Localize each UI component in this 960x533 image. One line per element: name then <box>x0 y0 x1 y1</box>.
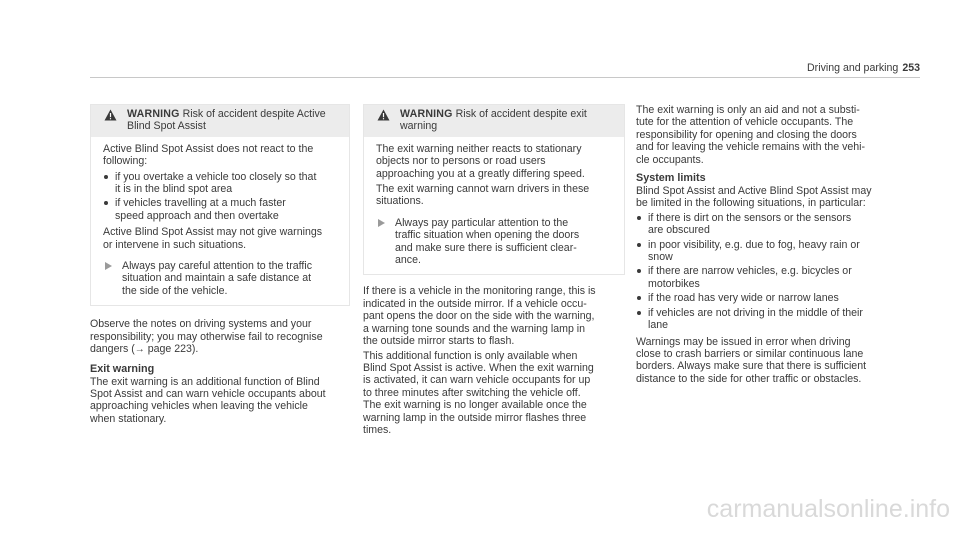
text-line: Warnings may be issued in error when driving <box>636 335 851 348</box>
running-head <box>807 62 920 74</box>
warning-body <box>364 137 624 275</box>
list-item <box>636 307 898 332</box>
text-line: The exit warning cannot warn drivers in these <box>376 183 590 196</box>
list-item <box>636 265 898 290</box>
list-item <box>636 239 898 264</box>
observe-paragraph <box>90 318 350 356</box>
exit-warning-heading: Exit warning <box>90 362 155 375</box>
column-right <box>636 104 898 387</box>
text-line: in poor visibility, e.g. due to fog, heavy rain or <box>648 238 860 251</box>
text-line: responsibility for opening and closing the doors <box>636 128 857 141</box>
warning-header <box>364 105 624 137</box>
action-arrow-icon <box>378 219 385 227</box>
text-line: cle occupants. <box>636 153 704 166</box>
header-rule <box>90 77 920 78</box>
text-line: or intervene in such situations. <box>103 238 247 251</box>
error-warning-paragraph <box>636 336 898 386</box>
text-line: if vehicles are not driving in the middle of their <box>648 306 863 319</box>
text-line: objects nor to persons or road users <box>376 155 546 168</box>
limits-intro <box>636 185 898 210</box>
text-line: to three minutes after switching the vehicle off. <box>363 386 581 399</box>
page-number: 253 <box>902 62 920 74</box>
text-line: Blind Spot Assist is active. When the exit warning <box>363 361 594 374</box>
text-line: it is in the blind spot area <box>115 183 233 196</box>
text-line: following: <box>103 155 148 168</box>
text-line: situation and maintain a safe distance at <box>122 272 312 285</box>
warning-title-cont: Blind Spot Assist <box>127 120 206 133</box>
list-item <box>103 197 337 222</box>
warning-triangle-icon <box>104 109 117 124</box>
column-left <box>90 104 350 427</box>
warning-action <box>376 217 612 267</box>
text-line: if there is dirt on the sensors or the sensors <box>648 211 852 224</box>
text-line: pant opens the door on the side with the warning, <box>363 310 595 323</box>
monitoring-paragraph <box>363 285 625 347</box>
text-line: if there are narrow vehicles, e.g. bicycles or <box>648 265 852 278</box>
text-line: borders. Always make sure that there is sufficient <box>636 360 867 373</box>
warning-paragraph <box>376 143 612 180</box>
warning-header <box>91 105 349 137</box>
column-middle <box>363 104 625 438</box>
text-line: Blind Spot Assist and Active Blind Spot Assist may <box>636 185 872 198</box>
aid-paragraph <box>636 104 898 166</box>
text-line: The exit warning is only an aid and not a substi- <box>636 104 860 116</box>
text-line: Active Blind Spot Assist does not react to the <box>103 142 314 155</box>
warning-label: WARNING <box>127 108 180 120</box>
text-line: and make sure there is sufficient clear- <box>395 241 577 254</box>
warning-title-cont: warning <box>400 120 438 133</box>
text-line: be limited in the following situations, in particular: <box>636 197 866 210</box>
exit-warning-paragraph <box>90 376 350 426</box>
text-line: approaching you at a greatly differing speed. <box>376 167 585 180</box>
warning-body <box>91 137 349 305</box>
text-line: indicated in the outside mirror. If a vehicle occu- <box>363 297 587 310</box>
text-line: The exit warning is an additional function of Blind <box>90 375 320 388</box>
section-title: Driving and parking <box>807 62 899 74</box>
text-line: is activated, it can warn vehicle occupants for up <box>363 374 591 387</box>
warning-note <box>103 226 337 251</box>
availability-paragraph <box>363 350 625 437</box>
text-line: if vehicles travelling at a much faster <box>115 197 286 210</box>
warning-title: Risk of accident despite Active <box>182 108 326 120</box>
text-line: if you overtake a vehicle too closely so that <box>115 170 317 183</box>
text-line: The exit warning neither reacts to stationary <box>376 142 582 155</box>
list-item <box>636 212 898 237</box>
warning-intro <box>103 143 337 168</box>
warning-title: Risk of accident despite exit <box>455 108 587 120</box>
text-line: Always pay particular attention to the <box>395 216 569 229</box>
text-line: Active Blind Spot Assist may not give warnings <box>103 226 323 239</box>
text-line: times. <box>363 423 392 436</box>
text-line: a warning tone sounds and the warning lamp in <box>363 322 586 335</box>
list-item <box>636 292 898 304</box>
action-arrow-icon <box>105 262 112 270</box>
text-line: are obscured <box>648 224 710 237</box>
text-line: Observe the notes on driving systems and your <box>90 318 312 331</box>
text-line: The exit warning is no longer available once the <box>363 399 587 412</box>
text-line: close to crash barriers or similar continuous lane <box>636 347 864 360</box>
warning-action <box>103 260 337 297</box>
system-limits-heading: System limits <box>636 172 706 185</box>
reference-arrow-icon: → <box>134 344 145 356</box>
page-reference-link[interactable]: page 223). <box>144 343 199 356</box>
text-line: situations. <box>376 195 424 208</box>
text-line: the outside mirror starts to flash. <box>363 335 515 348</box>
text-line: and for leaving the vehicle remains with the vehi- <box>636 141 866 154</box>
text-line: speed approach and then overtake <box>115 209 279 222</box>
text-line: responsibility; you may otherwise fail to recognise <box>90 330 323 343</box>
text-line: when stationary. <box>90 412 167 425</box>
text-line: tute for the attention of vehicle occupants. The <box>636 116 854 129</box>
text-line: distance to the side for other traffic or obstacles. <box>636 372 862 385</box>
warning-label: WARNING <box>400 108 453 120</box>
text-line: motorbikes <box>648 277 700 290</box>
warning-box-active-blind-spot <box>90 104 350 306</box>
text-line: If there is a vehicle in the monitoring range, this is <box>363 285 596 298</box>
text-line: traffic situation when opening the doors <box>395 229 580 242</box>
warning-box-exit-warning <box>363 104 625 275</box>
text-line: the side of the vehicle. <box>122 284 228 297</box>
text-line: ance. <box>395 254 421 267</box>
text-line: if the road has very wide or narrow lanes <box>648 292 839 305</box>
text-line: approaching vehicles when leaving the vehicle <box>90 400 308 413</box>
text-line: snow <box>648 251 673 264</box>
text-line: lane <box>648 319 669 332</box>
text-line: dangers ( <box>90 343 135 356</box>
limits-bullet-list <box>636 212 898 332</box>
text-line: Always pay careful attention to the traffic <box>122 260 313 273</box>
warning-bullet-list <box>103 171 337 223</box>
text-line: warning lamp in the outside mirror flashes three <box>363 411 587 424</box>
watermark: carmanualsonline.info <box>706 495 950 523</box>
warning-paragraph <box>376 183 612 208</box>
warning-triangle-icon <box>377 109 390 124</box>
text-line: This additional function is only available when <box>363 349 578 362</box>
list-item <box>103 171 337 196</box>
text-line: Spot Assist and can warn vehicle occupants about <box>90 387 326 400</box>
